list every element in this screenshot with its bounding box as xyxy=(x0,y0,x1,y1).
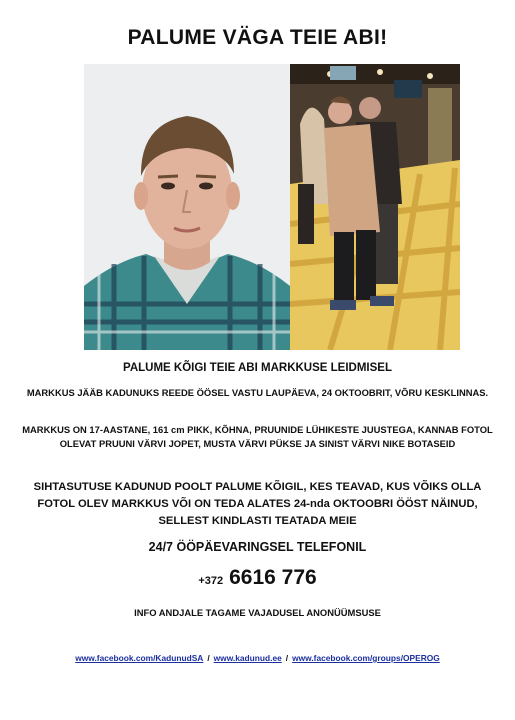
kadunud-ee-link[interactable]: www.kadunud.ee xyxy=(213,653,282,663)
link-separator: / xyxy=(207,653,210,663)
phone-prefix: +372 xyxy=(198,575,224,587)
phone-line xyxy=(20,566,495,590)
anonymity-note: INFO ANDJALE TAGAME VAJADUSEL ANONÜÜMSUSE xyxy=(134,607,381,618)
facebook-kadunudsa-link[interactable]: www.facebook.com/KadunudSA xyxy=(75,653,204,663)
missing-paragraph: MARKKUS JÄÄB KADUNUKS REEDE ÖÖSEL VASTU LAUPÄEVA, 24 OKTOOBRIT, VÕRU KESKLINNAS. xyxy=(26,387,489,398)
poster-title: PALUME VÄGA TEIE ABI! xyxy=(127,26,388,49)
phone-label: 24/7 ÖÖPÄEVARINGSEL TELEFONIL xyxy=(148,540,367,554)
footer-links xyxy=(0,653,515,663)
description-paragraph: MARKKUS ON 17-AASTANE, 161 cm PIKK, KÕHNA, PRUUNIDE LÜHIKESTE JUUSTEGA, KANNAB FOTOL OLEVAT PRUUNI VÄRVI JOPET, MUSTA VÄRVI PÜKSE JA SINIST VÄRVI NIKE BOTASEID xyxy=(22,424,493,449)
portrait-photo xyxy=(84,64,290,350)
facebook-operog-link[interactable]: www.facebook.com/groups/OPEROG xyxy=(292,653,440,663)
request-paragraph: SIHTASUTUSE KADUNUD POOLT PALUME KÕIGIL, KES TEAVAD, KUS VÕIKS OLLA FOTOL OLEV MARKKUS VÕI ON TEDA ALATES 24-nda OKTOOBRI ÖÖST NÄINUD, SELLEST KINDLASTI TEATADA MEIE xyxy=(33,481,482,527)
main-heading: PALUME KÕIGI TEIE ABI MARKKUSE LEIDMISEL xyxy=(123,362,392,374)
phone-number: 6616 776 xyxy=(229,566,317,589)
mall-scene-photo xyxy=(290,64,460,350)
link-separator: / xyxy=(285,653,289,663)
